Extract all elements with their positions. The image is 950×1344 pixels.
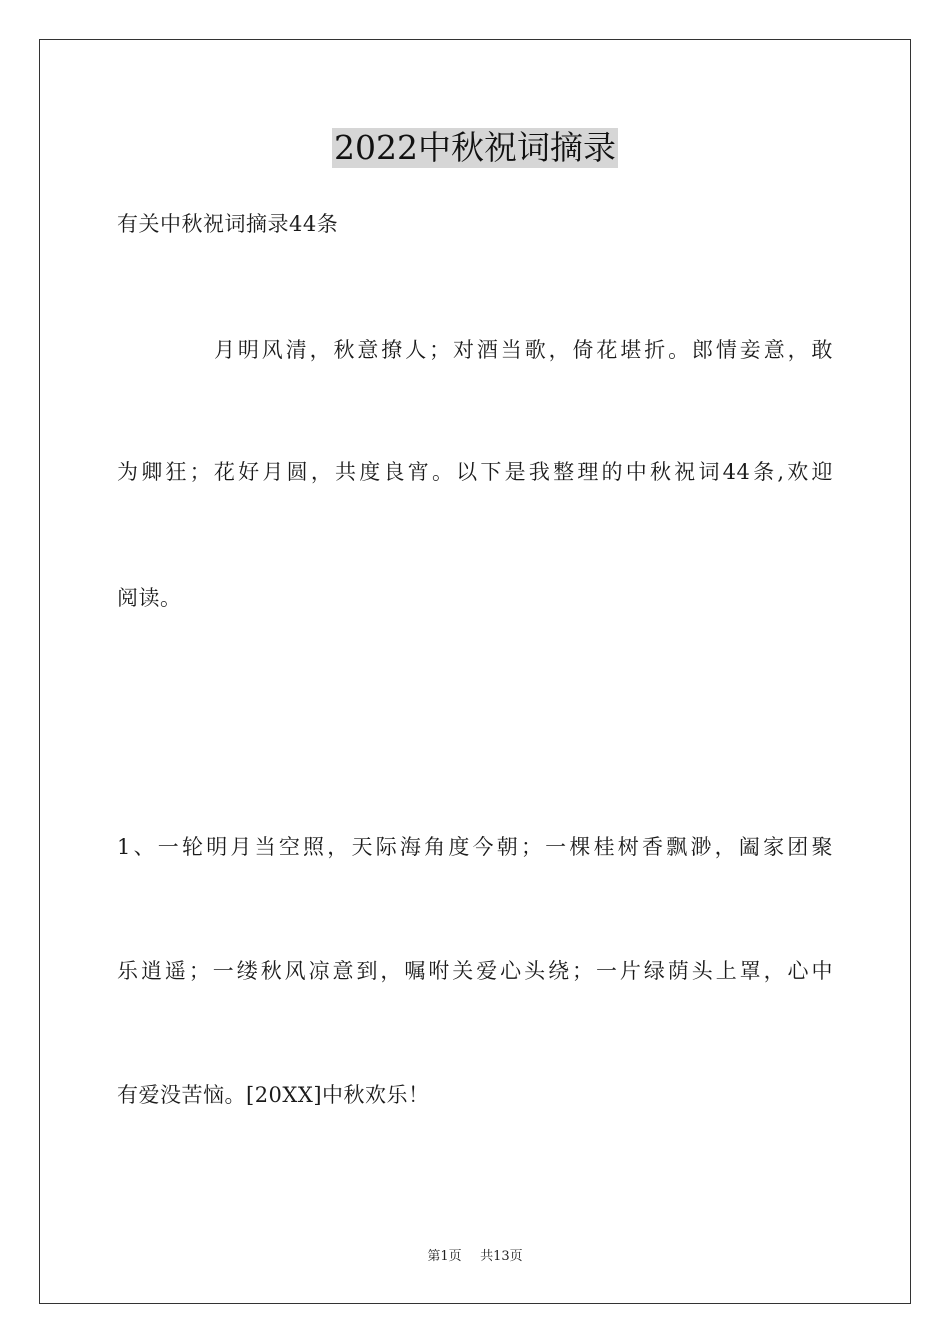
- intro-line-3: 阅读。: [117, 586, 182, 610]
- total-pages: 共13页: [480, 1249, 523, 1264]
- page-footer: [0, 1248, 950, 1266]
- intro-line-1: 月明风清，秋意撩人；对酒当歌，倚花堪折。郎情妾意，敢: [214, 338, 833, 362]
- title-container: [0, 128, 950, 168]
- document-subtitle: 有关中秋祝词摘录44条: [117, 212, 339, 236]
- intro-line-2: 为卿狂；花好月圆，共度良宵。以下是我整理的中秋祝词44条,欢迎: [117, 460, 833, 484]
- item1-line-1: 1、一轮明月当空照，天际海角度今朝；一棵桂树香飘渺，阖家团聚: [117, 835, 833, 859]
- document-title: 2022中秋祝词摘录: [334, 128, 616, 167]
- item1-line-3: 有爱没苦恼。[20XX]中秋欢乐！: [117, 1083, 430, 1107]
- item1-line-2: 乐逍遥；一缕秋风凉意到，嘱咐关爱心头绕；一片绿荫头上罩，心中: [117, 959, 833, 983]
- page-number: 第1页: [427, 1249, 462, 1264]
